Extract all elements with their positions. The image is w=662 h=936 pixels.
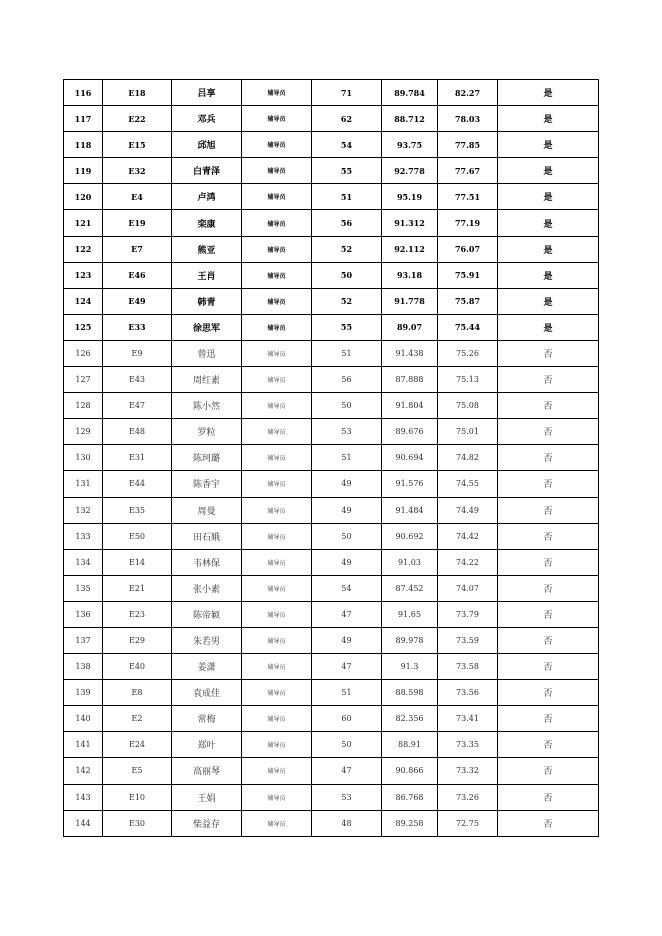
rank-cell: 119	[64, 158, 103, 184]
name-cell: 熊亚	[172, 236, 242, 262]
table-row	[64, 80, 599, 106]
total-cell: 74.49	[438, 497, 498, 523]
name-cell: 罗粒	[172, 419, 242, 445]
qualified-cell: 否	[498, 419, 599, 445]
role-cell: 辅导员	[242, 654, 312, 680]
score-b-cell: 88.91	[382, 732, 438, 758]
qualified-cell: 否	[498, 367, 599, 393]
role-cell: 辅导员	[242, 601, 312, 627]
role-cell: 辅导员	[242, 471, 312, 497]
table-row	[64, 627, 599, 653]
role-cell: 辅导员	[242, 184, 312, 210]
qualified-cell: 否	[498, 575, 599, 601]
id-cell: E35	[103, 497, 172, 523]
table-row	[64, 262, 599, 288]
total-cell: 75.87	[438, 288, 498, 314]
role-cell: 辅导员	[242, 549, 312, 575]
rank-cell: 142	[64, 758, 103, 784]
name-cell: 高丽琴	[172, 758, 242, 784]
name-cell: 王肖	[172, 262, 242, 288]
qualified-cell: 否	[498, 471, 599, 497]
role-cell: 辅导员	[242, 706, 312, 732]
id-cell: E22	[103, 106, 172, 132]
score-a-cell: 52	[312, 236, 382, 262]
rank-cell: 125	[64, 314, 103, 340]
name-cell: 邱旭	[172, 132, 242, 158]
name-cell: 张小素	[172, 575, 242, 601]
score-a-cell: 47	[312, 758, 382, 784]
score-a-cell: 47	[312, 654, 382, 680]
total-cell: 75.91	[438, 262, 498, 288]
rank-cell: 136	[64, 601, 103, 627]
total-cell: 74.82	[438, 445, 498, 471]
rank-cell: 143	[64, 784, 103, 810]
role-cell: 辅导员	[242, 236, 312, 262]
qualified-cell: 否	[498, 340, 599, 366]
id-cell: E4	[103, 184, 172, 210]
qualified-cell: 是	[498, 106, 599, 132]
score-a-cell: 51	[312, 184, 382, 210]
total-cell: 73.41	[438, 706, 498, 732]
qualified-cell: 是	[498, 80, 599, 106]
total-cell: 73.35	[438, 732, 498, 758]
score-b-cell: 82.356	[382, 706, 438, 732]
score-a-cell: 55	[312, 158, 382, 184]
table-row	[64, 210, 599, 236]
score-a-cell: 60	[312, 706, 382, 732]
table-row	[64, 523, 599, 549]
total-cell: 75.13	[438, 367, 498, 393]
role-cell: 辅导员	[242, 80, 312, 106]
total-cell: 74.07	[438, 575, 498, 601]
table-row	[64, 575, 599, 601]
table-row	[64, 106, 599, 132]
score-a-cell: 49	[312, 497, 382, 523]
id-cell: E14	[103, 549, 172, 575]
rank-cell: 139	[64, 680, 103, 706]
total-cell: 77.51	[438, 184, 498, 210]
name-cell: 白青泽	[172, 158, 242, 184]
total-cell: 76.07	[438, 236, 498, 262]
qualified-cell: 否	[498, 601, 599, 627]
score-a-cell: 52	[312, 288, 382, 314]
name-cell: 徐思军	[172, 314, 242, 340]
total-cell: 73.59	[438, 627, 498, 653]
qualified-cell: 否	[498, 393, 599, 419]
id-cell: E40	[103, 654, 172, 680]
rank-cell: 121	[64, 210, 103, 236]
qualified-cell: 是	[498, 288, 599, 314]
score-a-cell: 53	[312, 784, 382, 810]
id-cell: E47	[103, 393, 172, 419]
score-b-cell: 89.07	[382, 314, 438, 340]
role-cell: 辅导员	[242, 106, 312, 132]
qualified-cell: 否	[498, 732, 599, 758]
score-b-cell: 92.778	[382, 158, 438, 184]
score-b-cell: 89.978	[382, 627, 438, 653]
score-b-cell: 88.598	[382, 680, 438, 706]
score-b-cell: 91.65	[382, 601, 438, 627]
qualified-cell: 是	[498, 158, 599, 184]
total-cell: 75.26	[438, 340, 498, 366]
score-b-cell: 90.694	[382, 445, 438, 471]
score-b-cell: 91.804	[382, 393, 438, 419]
id-cell: E19	[103, 210, 172, 236]
id-cell: E44	[103, 471, 172, 497]
score-b-cell: 89.676	[382, 419, 438, 445]
score-a-cell: 51	[312, 445, 382, 471]
table-row	[64, 784, 599, 810]
id-cell: E18	[103, 80, 172, 106]
score-a-cell: 56	[312, 210, 382, 236]
score-b-cell: 91.03	[382, 549, 438, 575]
qualified-cell: 否	[498, 810, 599, 836]
rank-cell: 126	[64, 340, 103, 366]
name-cell: 陈珂璐	[172, 445, 242, 471]
rank-cell: 117	[64, 106, 103, 132]
score-b-cell: 91.778	[382, 288, 438, 314]
total-cell: 75.08	[438, 393, 498, 419]
score-b-cell: 91.438	[382, 340, 438, 366]
role-cell: 辅导员	[242, 158, 312, 184]
role-cell: 辅导员	[242, 784, 312, 810]
score-b-cell: 91.312	[382, 210, 438, 236]
name-cell: 郑叶	[172, 732, 242, 758]
rank-cell: 129	[64, 419, 103, 445]
rank-cell: 116	[64, 80, 103, 106]
score-b-cell: 93.75	[382, 132, 438, 158]
score-a-cell: 62	[312, 106, 382, 132]
table-row	[64, 445, 599, 471]
role-cell: 辅导员	[242, 210, 312, 236]
role-cell: 辅导员	[242, 627, 312, 653]
table-row	[64, 340, 599, 366]
score-a-cell: 49	[312, 549, 382, 575]
qualified-cell: 是	[498, 184, 599, 210]
id-cell: E29	[103, 627, 172, 653]
id-cell: E24	[103, 732, 172, 758]
total-cell: 77.85	[438, 132, 498, 158]
score-a-cell: 56	[312, 367, 382, 393]
role-cell: 辅导员	[242, 340, 312, 366]
id-cell: E5	[103, 758, 172, 784]
role-cell: 辅导员	[242, 523, 312, 549]
role-cell: 辅导员	[242, 445, 312, 471]
rank-cell: 120	[64, 184, 103, 210]
table-row	[64, 654, 599, 680]
name-cell: 陈帝颖	[172, 601, 242, 627]
rank-cell: 118	[64, 132, 103, 158]
id-cell: E30	[103, 810, 172, 836]
id-cell: E50	[103, 523, 172, 549]
qualified-cell: 否	[498, 627, 599, 653]
score-a-cell: 51	[312, 680, 382, 706]
score-a-cell: 49	[312, 627, 382, 653]
total-cell: 82.27	[438, 80, 498, 106]
name-cell: 韦林保	[172, 549, 242, 575]
role-cell: 辅导员	[242, 758, 312, 784]
name-cell: 陈香宇	[172, 471, 242, 497]
total-cell: 73.32	[438, 758, 498, 784]
rank-cell: 127	[64, 367, 103, 393]
role-cell: 辅导员	[242, 314, 312, 340]
rank-cell: 135	[64, 575, 103, 601]
rank-cell: 133	[64, 523, 103, 549]
name-cell: 曾迅	[172, 340, 242, 366]
table-row	[64, 132, 599, 158]
table-row	[64, 236, 599, 262]
table-row	[64, 732, 599, 758]
score-a-cell: 54	[312, 575, 382, 601]
qualified-cell: 否	[498, 523, 599, 549]
rank-cell: 134	[64, 549, 103, 575]
name-cell: 姜潇	[172, 654, 242, 680]
score-b-cell: 93.18	[382, 262, 438, 288]
table-row	[64, 497, 599, 523]
table-row	[64, 288, 599, 314]
qualified-cell: 否	[498, 784, 599, 810]
score-b-cell: 95.19	[382, 184, 438, 210]
total-cell: 77.67	[438, 158, 498, 184]
total-cell: 74.22	[438, 549, 498, 575]
qualified-cell: 否	[498, 549, 599, 575]
table-row	[64, 680, 599, 706]
score-b-cell: 91.576	[382, 471, 438, 497]
id-cell: E8	[103, 680, 172, 706]
score-b-cell: 88.712	[382, 106, 438, 132]
score-b-cell: 87.452	[382, 575, 438, 601]
id-cell: E23	[103, 601, 172, 627]
name-cell: 韩青	[172, 288, 242, 314]
role-cell: 辅导员	[242, 732, 312, 758]
qualified-cell: 是	[498, 210, 599, 236]
name-cell: 陈小然	[172, 393, 242, 419]
table-row	[64, 314, 599, 340]
rank-cell: 137	[64, 627, 103, 653]
rank-cell: 124	[64, 288, 103, 314]
total-cell: 73.79	[438, 601, 498, 627]
role-cell: 辅导员	[242, 575, 312, 601]
role-cell: 辅导员	[242, 497, 312, 523]
name-cell: 常梅	[172, 706, 242, 732]
table-body	[64, 80, 599, 837]
rank-cell: 141	[64, 732, 103, 758]
qualified-cell: 是	[498, 314, 599, 340]
role-cell: 辅导员	[242, 367, 312, 393]
total-cell: 73.56	[438, 680, 498, 706]
ranking-table	[63, 79, 599, 837]
total-cell: 73.58	[438, 654, 498, 680]
score-b-cell: 90.866	[382, 758, 438, 784]
table-row	[64, 419, 599, 445]
score-a-cell: 53	[312, 419, 382, 445]
id-cell: E10	[103, 784, 172, 810]
name-cell: 吕享	[172, 80, 242, 106]
total-cell: 74.42	[438, 523, 498, 549]
id-cell: E32	[103, 158, 172, 184]
id-cell: E15	[103, 132, 172, 158]
id-cell: E49	[103, 288, 172, 314]
role-cell: 辅导员	[242, 393, 312, 419]
score-a-cell: 50	[312, 732, 382, 758]
qualified-cell: 是	[498, 132, 599, 158]
role-cell: 辅导员	[242, 132, 312, 158]
name-cell: 邓兵	[172, 106, 242, 132]
score-b-cell: 91.484	[382, 497, 438, 523]
total-cell: 77.19	[438, 210, 498, 236]
table-row	[64, 601, 599, 627]
name-cell: 周曼	[172, 497, 242, 523]
id-cell: E33	[103, 314, 172, 340]
qualified-cell: 是	[498, 262, 599, 288]
table-row	[64, 810, 599, 836]
id-cell: E46	[103, 262, 172, 288]
qualified-cell: 否	[498, 497, 599, 523]
rank-cell: 122	[64, 236, 103, 262]
rank-cell: 138	[64, 654, 103, 680]
id-cell: E2	[103, 706, 172, 732]
name-cell: 王娟	[172, 784, 242, 810]
id-cell: E48	[103, 419, 172, 445]
name-cell: 田石娥	[172, 523, 242, 549]
rank-cell: 123	[64, 262, 103, 288]
score-a-cell: 50	[312, 393, 382, 419]
name-cell: 朱若男	[172, 627, 242, 653]
qualified-cell: 是	[498, 236, 599, 262]
score-b-cell: 92.112	[382, 236, 438, 262]
score-a-cell: 49	[312, 471, 382, 497]
total-cell: 75.44	[438, 314, 498, 340]
total-cell: 74.55	[438, 471, 498, 497]
rank-cell: 131	[64, 471, 103, 497]
score-a-cell: 47	[312, 601, 382, 627]
score-a-cell: 71	[312, 80, 382, 106]
total-cell: 73.26	[438, 784, 498, 810]
score-a-cell: 51	[312, 340, 382, 366]
role-cell: 辅导员	[242, 288, 312, 314]
score-b-cell: 89.258	[382, 810, 438, 836]
role-cell: 辅导员	[242, 262, 312, 288]
role-cell: 辅导员	[242, 810, 312, 836]
qualified-cell: 否	[498, 654, 599, 680]
id-cell: E7	[103, 236, 172, 262]
qualified-cell: 否	[498, 445, 599, 471]
name-cell: 栾康	[172, 210, 242, 236]
id-cell: E31	[103, 445, 172, 471]
rank-cell: 140	[64, 706, 103, 732]
table-row	[64, 758, 599, 784]
rank-cell: 144	[64, 810, 103, 836]
score-b-cell: 89.784	[382, 80, 438, 106]
table-row	[64, 706, 599, 732]
table-row	[64, 393, 599, 419]
table-row	[64, 367, 599, 393]
id-cell: E9	[103, 340, 172, 366]
name-cell: 卢鸿	[172, 184, 242, 210]
total-cell: 78.03	[438, 106, 498, 132]
role-cell: 辅导员	[242, 680, 312, 706]
score-a-cell: 50	[312, 262, 382, 288]
score-a-cell: 48	[312, 810, 382, 836]
rank-cell: 128	[64, 393, 103, 419]
name-cell: 袁成佳	[172, 680, 242, 706]
rank-cell: 132	[64, 497, 103, 523]
score-a-cell: 55	[312, 314, 382, 340]
rank-cell: 130	[64, 445, 103, 471]
score-a-cell: 50	[312, 523, 382, 549]
qualified-cell: 否	[498, 680, 599, 706]
score-a-cell: 54	[312, 132, 382, 158]
total-cell: 72.75	[438, 810, 498, 836]
table-row	[64, 471, 599, 497]
score-b-cell: 90.692	[382, 523, 438, 549]
score-b-cell: 87.888	[382, 367, 438, 393]
score-b-cell: 91.3	[382, 654, 438, 680]
qualified-cell: 否	[498, 706, 599, 732]
table-row	[64, 549, 599, 575]
table-row	[64, 158, 599, 184]
id-cell: E43	[103, 367, 172, 393]
qualified-cell: 否	[498, 758, 599, 784]
role-cell: 辅导员	[242, 419, 312, 445]
name-cell: 周红素	[172, 367, 242, 393]
name-cell: 柴益存	[172, 810, 242, 836]
table-row	[64, 184, 599, 210]
total-cell: 75.01	[438, 419, 498, 445]
id-cell: E21	[103, 575, 172, 601]
score-b-cell: 86.768	[382, 784, 438, 810]
